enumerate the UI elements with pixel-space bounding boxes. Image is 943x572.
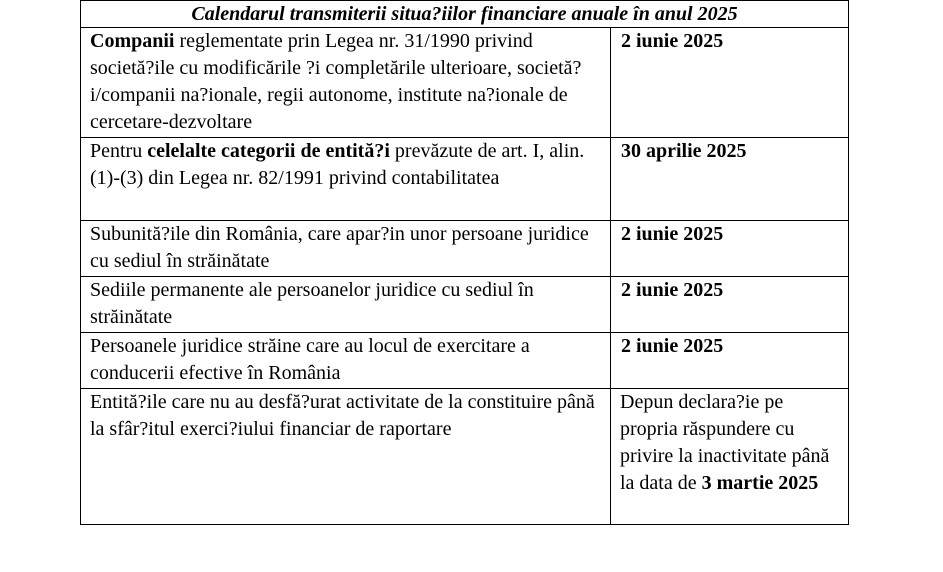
deadline-cell [611, 389, 849, 525]
category-cell: Sediile permanente ale persoanelor juridice cu sediul în străinătate [81, 277, 611, 333]
table-title: Calendarul transmiterii situa?iilor financiare anuale în anul 2025 [81, 1, 849, 28]
category-text: prevăzute de art. I, alin. (1)-(3) din Legea nr. 82/1991 privind contabilitatea [90, 140, 585, 189]
table-row [81, 221, 849, 277]
table-row [81, 333, 849, 389]
table-row [81, 389, 849, 525]
category-cell: Subunită?ile din România, care apar?in unor persoane juridice cu sediul în străinătate [81, 221, 611, 277]
financial-statements-calendar-table [80, 0, 849, 525]
category-cell: Entită?ile care nu au desfă?urat activitate de la constituire până la sfâr?itul exerci?iului financiar de raportare [81, 389, 611, 525]
category-bold-text: celelalte categorii de entită?i [147, 140, 390, 162]
deadline-cell: 2 iunie 2025 [611, 221, 849, 277]
category-text: reglementate prin Legea nr. 31/1990 privind societă?ile cu modificările ?i completările ulterioare, societă?i/companii na?ionale, regii autonome, institute na?ionale de cercetare-dezvoltare [90, 30, 582, 133]
category-cell [81, 28, 611, 138]
table-row [81, 277, 849, 333]
deadline-cell: 30 aprilie 2025 [611, 138, 849, 221]
declaration-deadline: 3 martie 2025 [701, 472, 819, 494]
declaration-text: Depun declara?ie pe propria răspundere cu privire la inactivitate până la data de [620, 391, 830, 494]
category-text-prefix: Pentru [90, 140, 148, 162]
category-cell: Persoanele juridice străine care au locul de exercitare a conducerii efective în România [81, 333, 611, 389]
deadline-cell: 2 iunie 2025 [611, 333, 849, 389]
deadline-cell: 2 iunie 2025 [611, 277, 849, 333]
table-row [81, 138, 849, 221]
category-cell [81, 138, 611, 221]
table-title-row [81, 1, 849, 28]
table-row [81, 28, 849, 138]
deadline-cell: 2 iunie 2025 [611, 28, 849, 138]
category-bold-text: Companii [90, 30, 175, 52]
